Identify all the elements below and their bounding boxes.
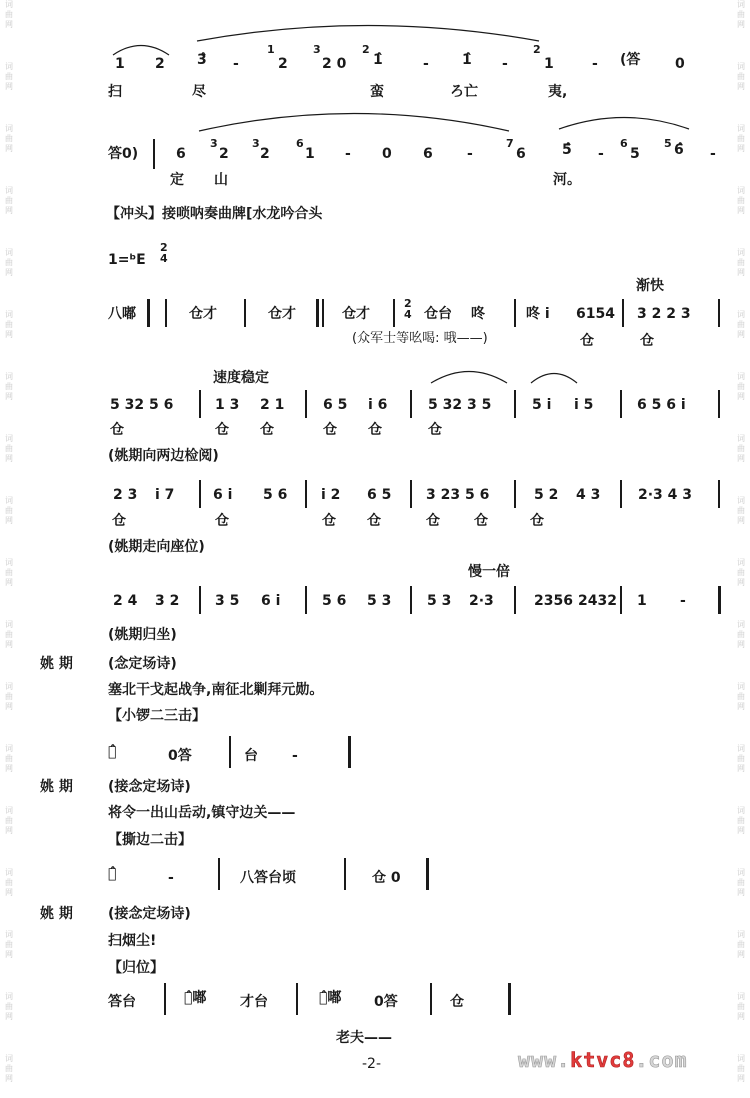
- score-r6-m10: 2432: [578, 593, 617, 609]
- bar-line: [393, 299, 395, 327]
- watermark-char: 词: [5, 682, 13, 691]
- watermark-char: 曲: [737, 940, 745, 949]
- bar-line: [426, 858, 429, 890]
- score-r6-m4: 6 i: [261, 593, 281, 609]
- score-sp3: 姚 期: [40, 906, 73, 922]
- score-r3-c4: 仓才: [342, 306, 370, 322]
- slur: [530, 372, 578, 384]
- score-r5-m3: 6 i: [213, 487, 233, 503]
- score-r5-m9: 4 3: [576, 487, 601, 503]
- score-g3-1: 答台: [108, 994, 136, 1010]
- watermark-char: 词: [737, 186, 745, 195]
- score-r1-g3: 2: [362, 43, 370, 56]
- watermark-char: 词: [737, 248, 745, 257]
- slur: [196, 24, 540, 42]
- watermark-char: 网: [737, 702, 745, 711]
- bar-line: [165, 299, 167, 327]
- score-r1-l4: ろ亡: [450, 84, 478, 100]
- watermark-char: 网: [737, 764, 745, 773]
- watermark-char: 词: [5, 558, 13, 567]
- score-r1-n9: (答: [620, 52, 641, 68]
- watermark-char: 曲: [737, 196, 745, 205]
- watermark-char: 曲: [5, 72, 13, 81]
- watermark-char: 词: [5, 868, 13, 877]
- score-r1-n3: 3̂: [197, 52, 207, 68]
- score-r2-g1: 3: [210, 137, 218, 150]
- bar-line: [296, 983, 298, 1015]
- watermark-char: 曲: [737, 10, 745, 19]
- score-p4: 老夫——: [336, 1030, 392, 1046]
- watermark-char: 网: [737, 206, 745, 215]
- watermark-char: 曲: [5, 258, 13, 267]
- watermark-char: 词: [737, 682, 745, 691]
- watermark-char: 网: [5, 888, 13, 897]
- watermark-char: 词: [737, 558, 745, 567]
- watermark-char: 词: [5, 0, 13, 9]
- score-d3: (接念定场诗): [108, 906, 191, 922]
- score-r1-n4: 2: [278, 56, 288, 72]
- score-r5-p5: 仓: [426, 513, 440, 529]
- score-r4-m1: 5 32 5 6: [110, 397, 174, 413]
- watermark-char: 曲: [737, 568, 745, 577]
- bar-line: [514, 390, 516, 418]
- score-r1-n7: 1̂: [462, 52, 472, 68]
- score-d2: (接念定场诗): [108, 779, 191, 795]
- watermark-char: 网: [737, 516, 745, 525]
- watermark-char: 词: [5, 620, 13, 629]
- score-r2-n10: 5: [630, 146, 640, 162]
- score-tempo1: 渐快: [636, 278, 664, 294]
- bar-line: [718, 586, 721, 614]
- watermark-char: 词: [5, 248, 13, 257]
- bar-line: [718, 390, 720, 418]
- watermark-char: 词: [737, 992, 745, 1001]
- score-r1-g2: 3: [313, 43, 321, 56]
- watermark-char: 网: [737, 826, 745, 835]
- score-r1-n10: 0: [675, 56, 685, 72]
- bar-line: [514, 480, 516, 508]
- bar-line: [147, 299, 150, 327]
- score-g1-1: 台̂: [108, 744, 117, 760]
- watermark-char: 曲: [5, 320, 13, 329]
- score-s2: (姚期走向座位): [108, 539, 205, 555]
- score-h3: 【撕边二击】: [108, 832, 192, 848]
- watermark-char: 网: [5, 578, 13, 587]
- watermark-char: 曲: [5, 1002, 13, 1011]
- score-h1: 【冲头】接唢呐奏曲牌[水龙吟合头: [106, 206, 323, 222]
- score-r2-n5: 1: [305, 146, 315, 162]
- score-r5-p6: 仓: [474, 513, 488, 529]
- score-r2-n3: 2: [219, 146, 229, 162]
- score-r4-m3: 2 1: [260, 397, 285, 413]
- score-g2-4: 仓 0: [372, 870, 401, 886]
- score-r3-c7: 咚 i: [526, 306, 550, 322]
- bar-line: [199, 390, 201, 418]
- bar-line: [316, 299, 319, 327]
- watermark-char: 曲: [737, 816, 745, 825]
- bar-line: [305, 586, 307, 614]
- score-r1-d4: -: [592, 56, 598, 72]
- watermark-right: [734, 0, 748, 1098]
- watermark-char: 网: [737, 1012, 745, 1021]
- score-r3-c5: 仓台: [424, 306, 452, 322]
- score-r1-l1: 扫: [108, 84, 122, 100]
- watermark-char: 词: [5, 744, 13, 753]
- score-r1-g4: 2: [533, 43, 541, 56]
- score-r6-m8: 2·3: [469, 593, 494, 609]
- score-r2-n4: 2: [260, 146, 270, 162]
- score-d1: (念定场诗): [108, 656, 177, 672]
- watermark-char: 曲: [5, 1064, 13, 1073]
- watermark-char: 曲: [5, 630, 13, 639]
- watermark-char: 曲: [5, 816, 13, 825]
- bar-line: [620, 586, 622, 614]
- watermark-char: 词: [737, 930, 745, 939]
- watermark-char: 曲: [737, 258, 745, 267]
- watermark-char: 网: [737, 640, 745, 649]
- slur: [198, 112, 510, 132]
- score-r5-p7: 仓: [530, 513, 544, 529]
- watermark-char: 网: [5, 516, 13, 525]
- bar-line: [229, 736, 231, 768]
- score-r6-m5: 5 6: [322, 593, 347, 609]
- watermark-char: 曲: [5, 382, 13, 391]
- watermark-char: 曲: [737, 878, 745, 887]
- watermark-char: 网: [737, 392, 745, 401]
- score-sp2: 姚 期: [40, 779, 73, 795]
- score-r2-l1: 定: [170, 172, 184, 188]
- bar-line: [218, 858, 220, 890]
- watermark-char: 曲: [5, 754, 13, 763]
- watermark-left: [2, 0, 16, 1098]
- score-r2-l3: 河。: [553, 172, 581, 188]
- score-r2-n9: 5̂: [562, 142, 572, 158]
- watermark-char: 词: [737, 620, 745, 629]
- score-r1-n5: 2 0: [322, 56, 347, 72]
- score-r3-cang1: 仓: [580, 333, 594, 349]
- bar-line: [164, 983, 166, 1015]
- watermark-char: 网: [5, 1074, 13, 1083]
- watermark-char: 曲: [737, 754, 745, 763]
- score-r3-c8: 6154: [576, 306, 615, 322]
- score-r2-d2: -: [467, 146, 473, 162]
- score-r3-cang2: 仓: [640, 333, 654, 349]
- score-p3: 扫烟尘!: [108, 933, 157, 949]
- score-tempo2: 速度稳定: [213, 370, 269, 386]
- watermark-char: 网: [5, 950, 13, 959]
- bar-line: [322, 299, 324, 327]
- score-g3-6: 仓: [450, 994, 464, 1010]
- bar-line: [244, 299, 246, 327]
- bar-line: [199, 586, 201, 614]
- score-r2-d3: -: [598, 146, 604, 162]
- watermark-char: 词: [5, 992, 13, 1001]
- score-r3-c6: 咚: [471, 306, 485, 322]
- score-r4-m2: 1 3: [215, 397, 240, 413]
- score-r2-g3: 6: [296, 137, 304, 150]
- bar-line: [410, 480, 412, 508]
- page-number: -2-: [362, 1056, 382, 1072]
- score-r5-m6: 6 5: [367, 487, 392, 503]
- bar-line: [620, 480, 622, 508]
- score-key: 1=ᵇE: [108, 252, 146, 268]
- score-g1-4: -: [292, 748, 298, 764]
- score-r4-p4: 仓: [323, 422, 337, 438]
- watermark-char: 网: [737, 330, 745, 339]
- score-r1-n8: 1: [544, 56, 554, 72]
- score-r1-l3: 蛮: [370, 84, 384, 100]
- watermark-char: 词: [737, 310, 745, 319]
- score-r6-m11: 1: [637, 593, 647, 609]
- score-r5-p4: 仓: [367, 513, 381, 529]
- bar-line: [718, 480, 720, 508]
- score-r2-g6: 5: [664, 137, 672, 150]
- watermark-char: 网: [737, 144, 745, 153]
- bar-line: [199, 480, 201, 508]
- score-r4-p1: 仓: [110, 422, 124, 438]
- score-r5-m1: 2 3: [113, 487, 138, 503]
- score-r4-p5: 仓: [368, 422, 382, 438]
- watermark-char: 词: [737, 372, 745, 381]
- score-h2: 【小锣二三击】: [108, 708, 206, 724]
- site-brand: ktvc8: [570, 1048, 636, 1072]
- score-r4-p6: 仓: [428, 422, 442, 438]
- score-g2-2: -: [168, 870, 174, 886]
- score-r4-m4: 6 5: [323, 397, 348, 413]
- watermark-char: 词: [5, 434, 13, 443]
- score-s3: (姚期归坐): [108, 627, 177, 643]
- slur: [558, 116, 690, 130]
- watermark-char: 网: [5, 1012, 13, 1021]
- watermark-char: 词: [5, 62, 13, 71]
- score-r1-n2: 2: [155, 56, 165, 72]
- watermark-char: 词: [5, 310, 13, 319]
- score-p2: 将令一出山岳动,镇守边关——: [108, 805, 296, 821]
- watermark-char: 词: [737, 1054, 745, 1063]
- bar-line: [153, 139, 155, 169]
- watermark-char: 曲: [5, 878, 13, 887]
- score-r1-l5: 夷,: [548, 84, 568, 100]
- watermark-char: 曲: [5, 10, 13, 19]
- watermark-char: 网: [737, 950, 745, 959]
- score-r5-p3: 仓: [322, 513, 336, 529]
- score-r5-m7: 3 23 5 6: [426, 487, 490, 503]
- score-r4-m6: 5 32 3 5: [428, 397, 492, 413]
- score-r3-sub: (众军士等吆喝: 哦——): [352, 331, 488, 346]
- watermark-char: 词: [5, 124, 13, 133]
- score-h4: 【归位】: [108, 960, 164, 976]
- watermark-char: 词: [737, 434, 745, 443]
- score-g1-2: 0答: [168, 748, 192, 764]
- watermark-char: 曲: [737, 134, 745, 143]
- watermark-char: 网: [5, 144, 13, 153]
- score-r6-m9: 2356: [534, 593, 573, 609]
- score-tempo3: 慢一倍: [468, 564, 510, 580]
- bar-line: [344, 858, 346, 890]
- score-g1-3: 台: [244, 748, 258, 764]
- score-r1-n1: 1: [115, 56, 125, 72]
- watermark-char: 词: [737, 868, 745, 877]
- score-r6-m7: 5 3: [427, 593, 452, 609]
- score-r2-n2: 6: [176, 146, 186, 162]
- watermark-char: 网: [737, 454, 745, 463]
- score-g3-4: 仓̂嘟: [319, 990, 342, 1006]
- score-r1-n6: 1̂: [373, 52, 383, 68]
- watermark-char: 网: [5, 206, 13, 215]
- score-r2-g5: 6: [620, 137, 628, 150]
- watermark-char: 网: [737, 82, 745, 91]
- watermark-char: 词: [737, 744, 745, 753]
- watermark-char: 网: [5, 330, 13, 339]
- score-r4-m5: i 6: [368, 397, 388, 413]
- watermark-char: 词: [737, 496, 745, 505]
- score-r5-p2: 仓: [215, 513, 229, 529]
- score-g2-3: 八答台顷: [240, 870, 296, 886]
- watermark-char: 网: [5, 454, 13, 463]
- watermark-char: 网: [737, 888, 745, 897]
- watermark-char: 曲: [5, 506, 13, 515]
- score-r6-m2: 3 2: [155, 593, 180, 609]
- score-r6-m12: -: [680, 593, 686, 609]
- bar-line: [514, 586, 516, 614]
- watermark-char: 网: [5, 268, 13, 277]
- watermark-char: 曲: [5, 568, 13, 577]
- score-r2-g2: 3: [252, 137, 260, 150]
- watermark-char: 词: [737, 806, 745, 815]
- watermark-char: 网: [5, 392, 13, 401]
- watermark-char: 曲: [5, 196, 13, 205]
- watermark-char: 词: [5, 1054, 13, 1063]
- bar-line: [718, 299, 720, 327]
- watermark-char: 曲: [737, 382, 745, 391]
- bar-line: [430, 983, 432, 1015]
- score-r2-n11: 6̂: [674, 142, 684, 158]
- score-r2-n7: 6: [423, 146, 433, 162]
- watermark-char: 词: [737, 0, 745, 9]
- score-g3-2: 仓̂嘟: [184, 990, 207, 1006]
- score-r3-time: 2 4: [404, 297, 412, 321]
- score-r2-n8: 6: [516, 146, 526, 162]
- score-g2-1: 嘟̂: [108, 866, 117, 882]
- site-prefix: www.: [518, 1048, 571, 1072]
- score-r5-m4: 5 6: [263, 487, 288, 503]
- score-r2-n1: 答0): [108, 146, 139, 162]
- score-r3-c2: 仓才: [189, 306, 217, 322]
- score-r5-m10: 2·3 4 3: [638, 487, 693, 503]
- watermark-char: 曲: [737, 630, 745, 639]
- score-r2-n6: 0: [382, 146, 392, 162]
- bar-line: [348, 736, 351, 768]
- watermark-char: 网: [737, 20, 745, 29]
- bar-line: [305, 480, 307, 508]
- bar-line: [410, 586, 412, 614]
- watermark-char: 网: [5, 702, 13, 711]
- watermark-char: 网: [5, 826, 13, 835]
- score-r3-c1: 八嘟: [108, 306, 136, 322]
- score-r4-p3: 仓: [260, 422, 274, 438]
- score-r5-m8: 5 2: [534, 487, 559, 503]
- watermark-char: 词: [737, 124, 745, 133]
- score-r1-d3: -: [502, 56, 508, 72]
- bar-line: [622, 299, 624, 327]
- watermark-char: 词: [5, 930, 13, 939]
- watermark-char: 词: [5, 496, 13, 505]
- score-r2-d4: -: [710, 146, 716, 162]
- score-r2-l2: 山: [214, 172, 228, 188]
- score-g3-3: 才台: [240, 994, 268, 1010]
- watermark-char: 网: [5, 82, 13, 91]
- score-r6-m6: 5 3: [367, 593, 392, 609]
- score-r5-p1: 仓: [112, 513, 126, 529]
- watermark-char: 曲: [5, 940, 13, 949]
- watermark-char: 网: [737, 268, 745, 277]
- watermark-char: 词: [5, 372, 13, 381]
- score-r1-d2: -: [423, 56, 429, 72]
- score-r3-c3: 仓才: [268, 306, 296, 322]
- score-sp1: 姚 期: [40, 656, 73, 672]
- watermark-char: 网: [737, 578, 745, 587]
- slur: [112, 44, 170, 56]
- score-r6-m3: 3 5: [215, 593, 240, 609]
- watermark-char: 词: [737, 62, 745, 71]
- watermark-char: 曲: [5, 692, 13, 701]
- watermark-char: 曲: [737, 320, 745, 329]
- watermark-char: 曲: [737, 1064, 745, 1073]
- score-r1-d1: -: [233, 56, 239, 72]
- score-p1: 塞北干戈起战争,南征北剿拜元勋。: [108, 682, 324, 698]
- watermark-char: 网: [5, 20, 13, 29]
- bar-line: [410, 390, 412, 418]
- score-time1: 2 4: [160, 241, 168, 265]
- score-r1-l2: 尽: [192, 84, 206, 100]
- watermark-char: 曲: [737, 692, 745, 701]
- watermark-char: 网: [5, 764, 13, 773]
- score-r2-g4: 7: [506, 137, 514, 150]
- watermark-char: 曲: [737, 72, 745, 81]
- score-r6-m1: 2 4: [113, 593, 138, 609]
- score-s1: (姚期向两边检阅): [108, 448, 219, 464]
- site-suffix: .com: [635, 1048, 688, 1072]
- score-r4-p2: 仓: [215, 422, 229, 438]
- score-g3-5: 0答: [374, 994, 398, 1010]
- score-r2-d1: -: [345, 146, 351, 162]
- score-r4-m8: i 5: [574, 397, 594, 413]
- slur: [430, 370, 508, 384]
- watermark-char: 词: [5, 186, 13, 195]
- bar-line: [508, 983, 511, 1015]
- watermark-char: 曲: [5, 444, 13, 453]
- site-watermark: [518, 1048, 688, 1072]
- watermark-char: 曲: [5, 134, 13, 143]
- watermark-char: 曲: [737, 444, 745, 453]
- watermark-char: 网: [5, 640, 13, 649]
- score-r5-m5: i 2: [321, 487, 341, 503]
- score-r3-c9: 3 2 2 3: [637, 306, 691, 322]
- bar-line: [620, 390, 622, 418]
- score-r4-m7: 5 i: [532, 397, 552, 413]
- watermark-char: 词: [5, 806, 13, 815]
- bar-line: [514, 299, 516, 327]
- bar-line: [305, 390, 307, 418]
- watermark-char: 曲: [737, 1002, 745, 1011]
- score-r5-m2: i 7: [155, 487, 175, 503]
- watermark-char: 曲: [737, 506, 745, 515]
- watermark-char: 网: [737, 1074, 745, 1083]
- score-r4-m9: 6 5 6 i: [637, 397, 686, 413]
- score-r1-g1: 1: [267, 43, 275, 56]
